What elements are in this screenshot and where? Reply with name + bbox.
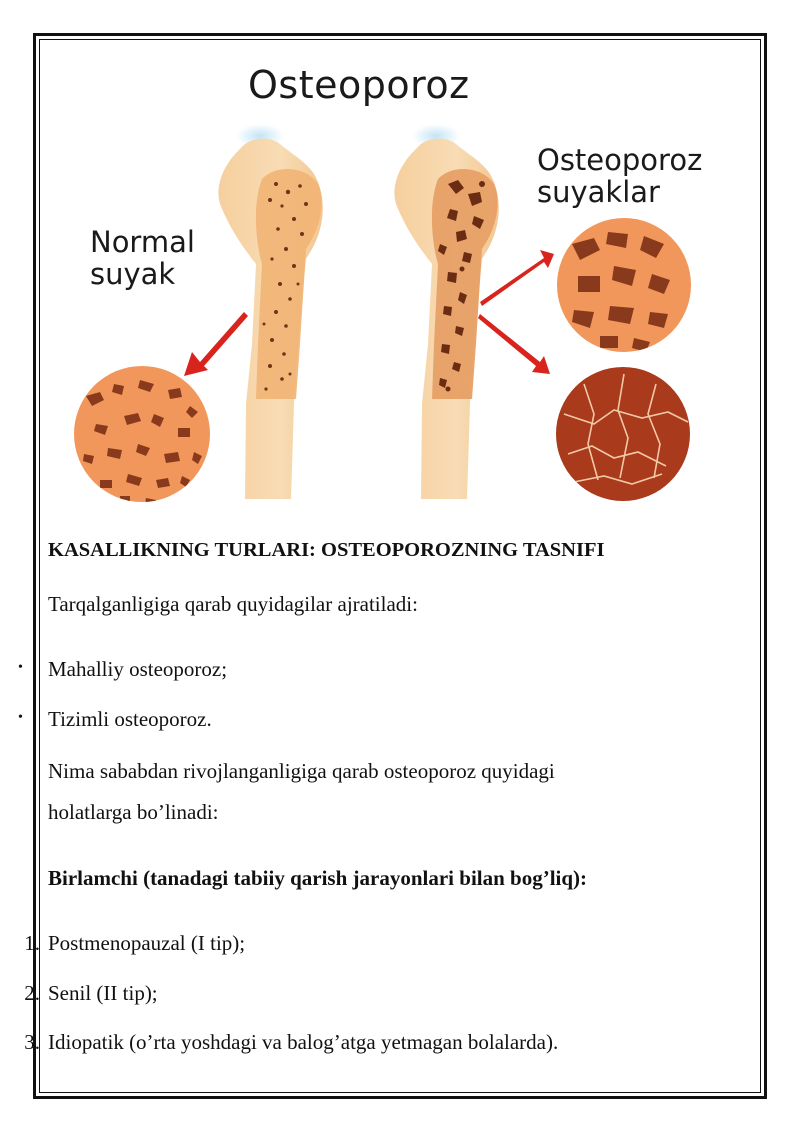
osteoporotic-bone-label-line2: suyaklar xyxy=(537,174,660,209)
normal-bone-label xyxy=(90,227,195,291)
bullet-marker: • xyxy=(18,660,23,675)
osteoporotic-tissue-magnified xyxy=(557,218,691,352)
normal-bone xyxy=(218,124,322,499)
number-marker: 1. xyxy=(24,931,40,955)
arrows xyxy=(184,250,554,376)
list-item: Mahalliy osteoporoz; xyxy=(48,657,228,681)
subheading: Birlamchi (tanadagi tabiiy qarish jarayonlari bilan bog’liq): xyxy=(48,866,588,890)
severe-tissue-magnified xyxy=(556,367,690,501)
normal-bone-label-line1: Normal xyxy=(90,225,195,259)
normal-bone-label-line2: suyak xyxy=(90,256,176,291)
cause-paragraph-line1: Nima sababdan rivojlanganligiga qarab osteoporoz quyidagi xyxy=(48,759,555,783)
intro-paragraph: Tarqalganligiga qarab quyidagilar ajratiladi: xyxy=(48,592,418,616)
list-item: Tizimli osteoporoz. xyxy=(48,707,212,731)
numbered-item: Senil (II tip); xyxy=(48,981,158,1005)
osteoporosis-illustration xyxy=(44,44,756,514)
section-heading: KASALLIKNING TURLARI: OSTEOPOROZNING TASNIFI xyxy=(48,539,605,561)
number-marker: 3. xyxy=(24,1030,40,1054)
osteoporotic-bone-label xyxy=(537,145,702,209)
cause-paragraph-line2: holatlarga bo’linadi: xyxy=(48,800,219,824)
normal-tissue-magnified xyxy=(74,366,210,506)
numbered-item: Postmenopauzal (I tip); xyxy=(48,931,246,955)
numbered-item: Idiopatik (o’rta yoshdagi va balog’atga yetmagan bolalarda). xyxy=(48,1030,559,1054)
osteoporotic-bone-label-line1: Osteoporoz xyxy=(537,143,703,177)
number-marker: 2. xyxy=(24,981,40,1005)
bullet-marker: • xyxy=(18,710,23,725)
osteoporotic-bone xyxy=(394,124,498,499)
illustration-title: Osteoporoz xyxy=(248,63,470,107)
